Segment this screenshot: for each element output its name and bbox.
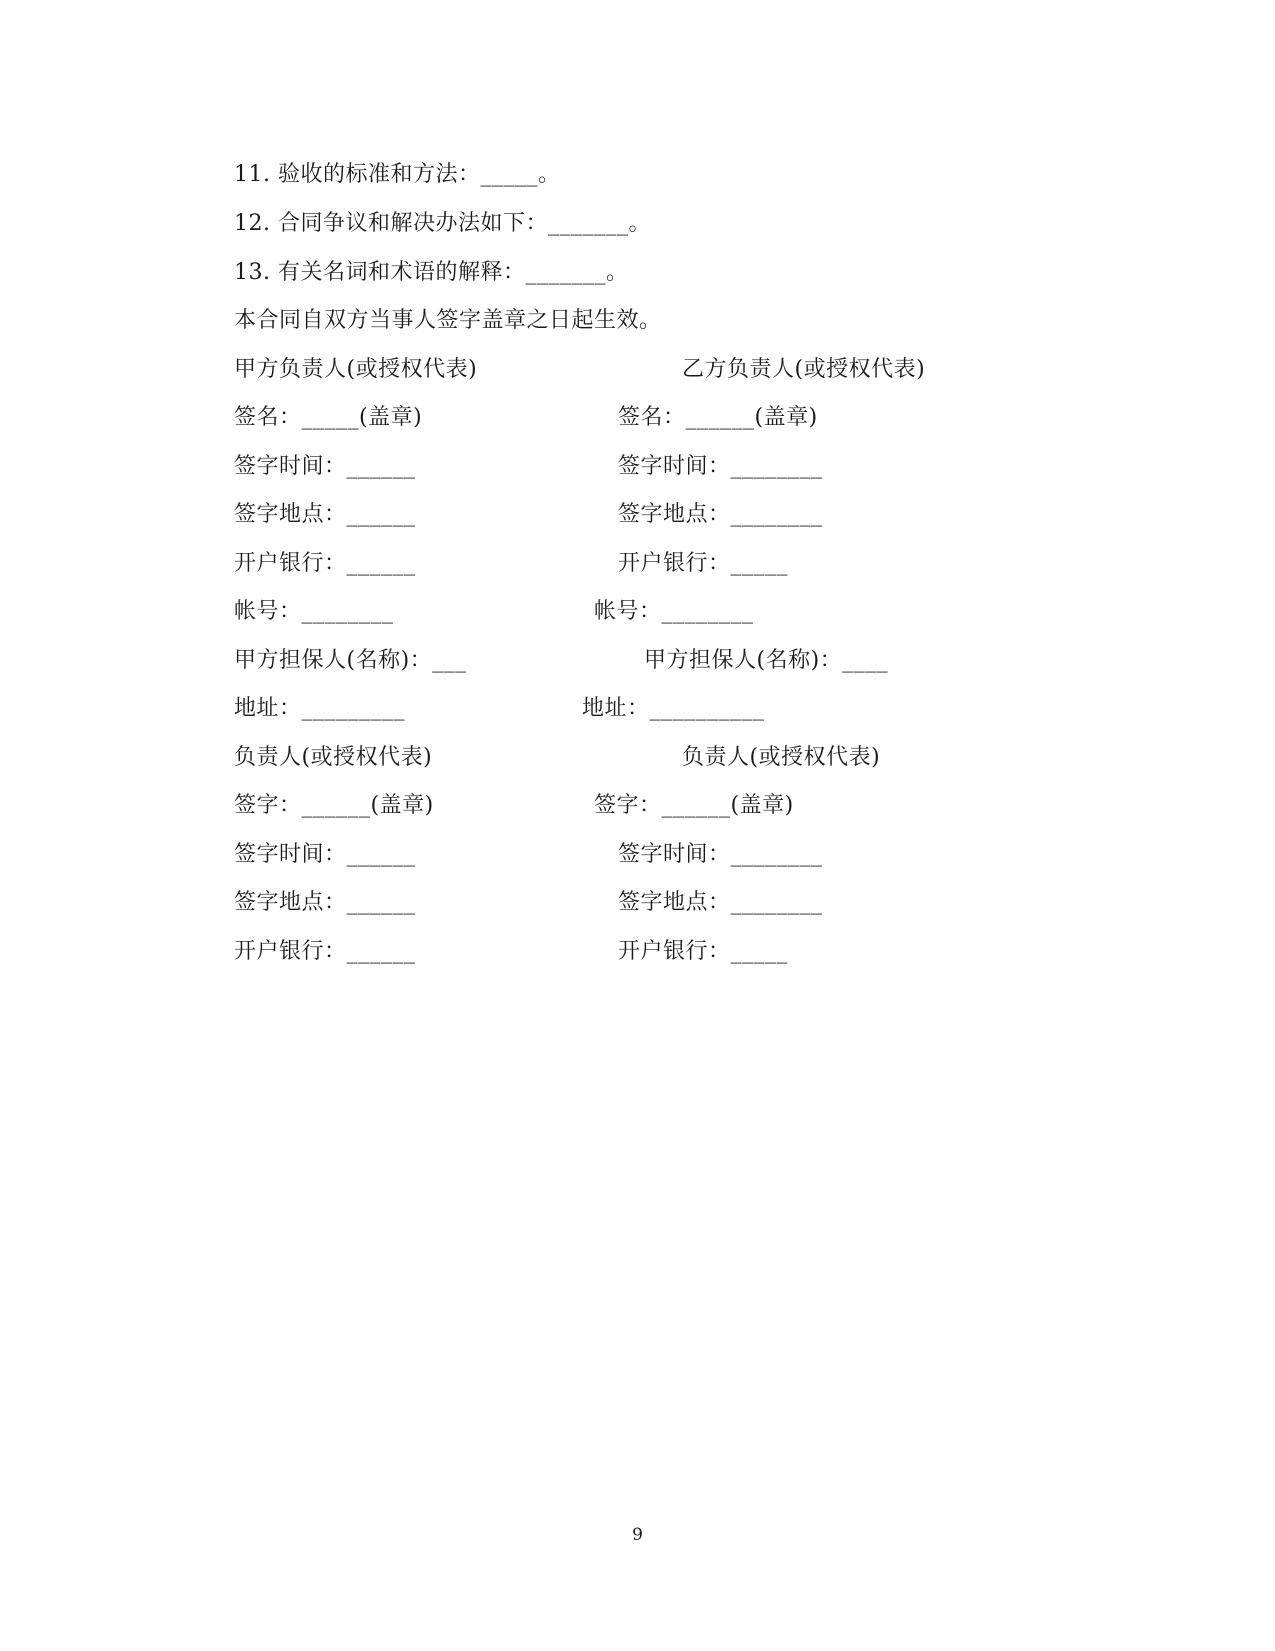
party-a-guarantor-sign-time: 签字时间：______ — [234, 842, 416, 867]
party-b-guarantor-sign: 签字：______(盖章) — [594, 793, 794, 818]
party-b-address: 地址：__________ — [582, 696, 765, 721]
party-a-guarantor-bank: 开户银行：______ — [234, 939, 416, 964]
page-number: 9 — [632, 1525, 643, 1545]
clause-13: 13. 有关名词和术语的解释：_______。 — [234, 260, 629, 285]
party-a-guarantor-rep: 负责人(或授权代表) — [234, 745, 433, 770]
party-b-account: 帐号：________ — [594, 599, 754, 624]
party-a-guarantor: 甲方担保人(名称)：___ — [234, 648, 467, 673]
clause-12: 12. 合同争议和解决办法如下：_______。 — [234, 211, 651, 236]
party-a-bank: 开户银行：______ — [234, 551, 416, 576]
party-a-sign-time: 签字时间：______ — [234, 454, 416, 479]
party-b-sign-place: 签字地点：________ — [618, 502, 823, 527]
party-b-guarantor: 甲方担保人(名称)：____ — [644, 648, 889, 673]
party-b-sign-time: 签字时间：________ — [618, 454, 823, 479]
party-a-sign-place: 签字地点：______ — [234, 502, 416, 527]
party-a-sign: 签名：_____(盖章) — [234, 405, 423, 430]
party-a-guarantor-sign-place: 签字地点：______ — [234, 890, 416, 915]
party-b-guarantor-sign-time: 签字时间：________ — [618, 842, 823, 867]
party-b-bank: 开户银行：_____ — [618, 551, 789, 576]
party-a-account: 帐号：________ — [234, 599, 394, 624]
party-b-guarantor-rep: 负责人(或授权代表) — [682, 745, 881, 770]
party-b-sign: 签名：______(盖章) — [618, 405, 818, 430]
party-b-heading: 乙方负责人(或授权代表) — [682, 357, 926, 382]
clause-11: 11. 验收的标准和方法：_____。 — [234, 162, 561, 187]
party-a-address: 地址：_________ — [234, 696, 406, 721]
party-b-guarantor-bank: 开户银行：_____ — [618, 939, 789, 964]
party-b-guarantor-sign-place: 签字地点：________ — [618, 890, 823, 915]
effective-statement: 本合同自双方当事人签字盖章之日起生效。 — [234, 308, 662, 333]
party-a-guarantor-sign: 签字：______(盖章) — [234, 793, 434, 818]
party-a-heading: 甲方负责人(或授权代表) — [234, 357, 478, 382]
